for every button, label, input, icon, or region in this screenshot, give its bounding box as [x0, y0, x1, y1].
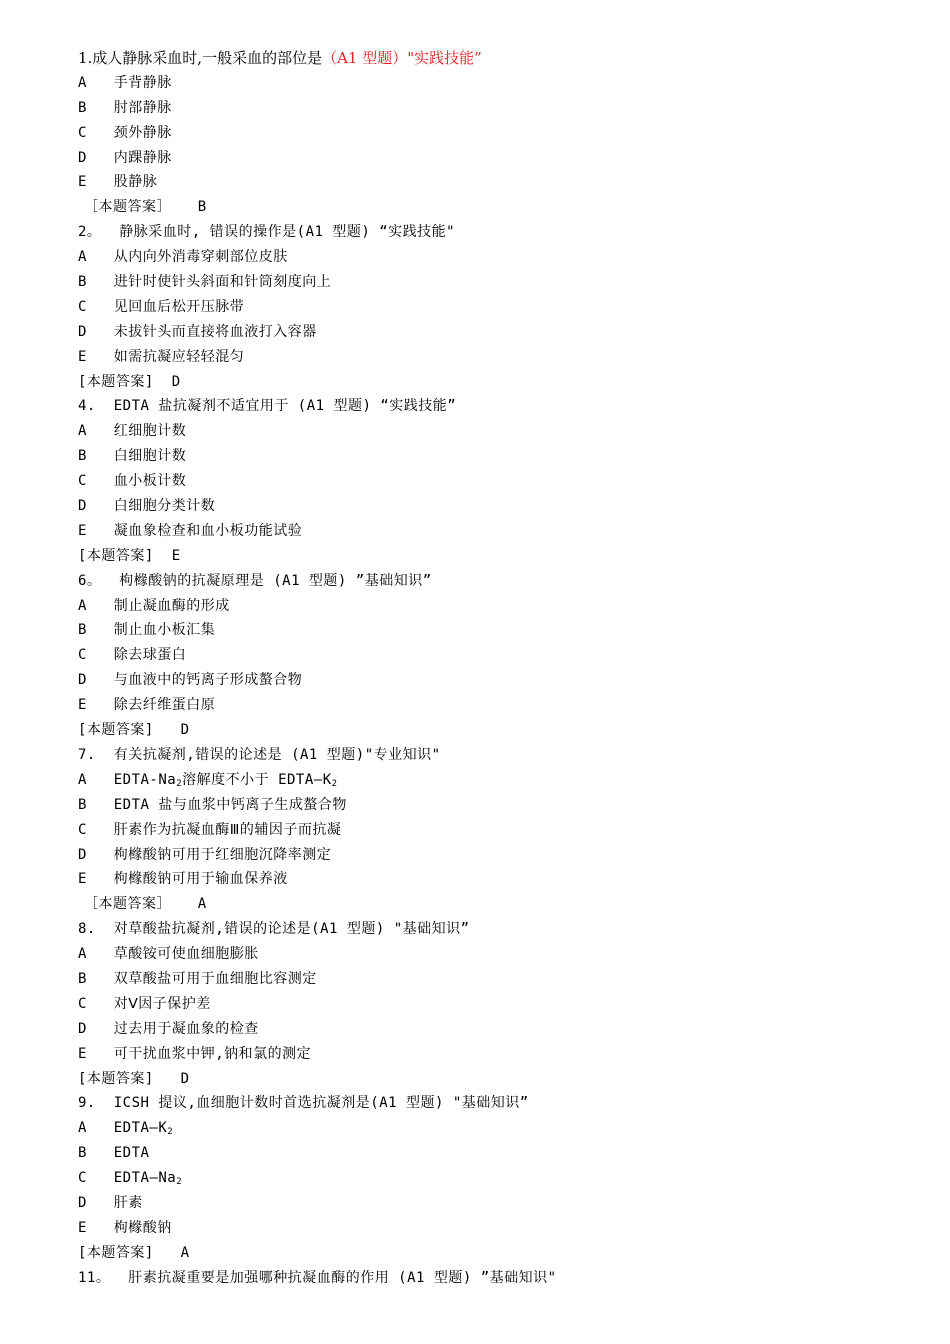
question-8-option-a: A 草酸铵可使血细胞膨胀 [78, 946, 259, 963]
question-9-answer: [本题答案] A [78, 1244, 190, 1261]
question-9-option-e: E 枸橼酸钠 [78, 1219, 172, 1236]
question-1-option-b: B 肘部静脉 [78, 99, 172, 116]
question-8: 8. 对草酸盐抗凝剂,错误的论述是(A1 型题) "基础知识” [78, 921, 470, 938]
question-4: 4. EDTA 盐抗凝剂不适宜用于 (A1 型题) “实践技能” [78, 398, 457, 415]
question-8-option-d: D 过去用于凝血象的检查 [78, 1020, 259, 1037]
question-6-option-a: A 制止凝血酶的形成 [78, 597, 230, 614]
question-2-option-a: A 从内向外消毒穿刺部位皮肤 [78, 249, 288, 266]
question-4-option-a: A 红细胞计数 [78, 423, 187, 440]
question-9-option-d: D 肝素 [78, 1194, 143, 1211]
question-1-answer: ［本题答案］ B [84, 199, 207, 216]
question-2-answer: [本题答案] D [78, 373, 181, 390]
question-7-option-c: C 肝素作为抗凝血酶Ⅲ的辅因子而抗凝 [78, 821, 342, 838]
question-6: 6。 枸橼酸钠的抗凝原理是 (A1 型题) ”基础知识” [78, 572, 432, 589]
question-1-option-a: A 手背静脉 [78, 74, 172, 91]
question-1-text: 1.成人静脉采血时,一般采血的部位是 [78, 49, 323, 67]
question-1-option-d: D 内踝静脉 [78, 149, 172, 166]
question-2-option-b: B 进针时使针头斜面和针筒刻度向上 [78, 274, 332, 291]
question-2-option-d: D 未拔针头而直接将血液打入容器 [78, 323, 317, 340]
question-7-option-b: B EDTA 盐与血浆中钙离子生成螯合物 [78, 796, 347, 813]
question-6-answer: [本题答案] D [78, 722, 190, 739]
question-7-option-a-part1: A EDTA-Na [78, 771, 177, 788]
question-8-option-b: B 双草酸盐可用于血细胞比容测定 [78, 970, 317, 987]
question-9-option-c [0, 1166, 950, 1191]
question-8-option-e: E 可干扰血浆中钾,钠和氯的测定 [78, 1045, 312, 1062]
subscript-2: 2 [176, 778, 183, 789]
question-7-option-a [0, 768, 950, 793]
question-4-option-b: B 白细胞计数 [78, 448, 187, 465]
question-4-answer: [本题答案] E [78, 547, 181, 564]
question-6-option-e: E 除去纤维蛋白原 [78, 697, 216, 714]
question-2-option-e: E 如需抗凝应轻轻混匀 [78, 348, 245, 365]
question-9: 9. ICSH 提议,血细胞计数时首选抗凝剂是(A1 型题) "基础知识” [78, 1095, 529, 1112]
question-1-option-c: C 颈外静脉 [78, 124, 172, 141]
question-4-option-e: E 凝血象检查和血小板功能试验 [78, 522, 303, 539]
question-8-answer: [本题答案] D [78, 1070, 190, 1087]
question-7: 7. 有关抗凝剂,错误的论述是 (A1 型题)"专业知识" [78, 746, 441, 763]
question-4-option-c: C 血小板计数 [78, 473, 187, 490]
question-7-option-e: E 枸橼酸钠可用于输血保养液 [78, 871, 288, 888]
question-9-option-b: B EDTA [78, 1145, 150, 1162]
question-6-option-b: B 制止血小板汇集 [78, 622, 216, 639]
question-9-option-c-text: C EDTA—Na [78, 1170, 177, 1187]
subscript-2: 2 [167, 1127, 174, 1138]
question-2-option-c: C 见回血后松开压脉带 [78, 298, 245, 315]
question-7-option-d: D 枸橼酸钠可用于红细胞沉降率测定 [78, 846, 332, 863]
question-1-option-e: E 股静脉 [78, 174, 158, 191]
question-1 [0, 46, 950, 71]
question-6-option-c: C 除去球蛋白 [78, 647, 187, 664]
question-9-option-a [0, 1116, 950, 1141]
subscript-2: 2 [331, 778, 338, 789]
question-7-answer: ［本题答案］ A [84, 896, 207, 913]
question-1-tag: （A1 型题）"实践技能” [322, 49, 482, 67]
question-7-option-a-part2: 溶解度不小于 EDTA—K [182, 771, 332, 788]
document-page [0, 46, 950, 1291]
subscript-2: 2 [176, 1177, 183, 1188]
question-6-option-d: D 与血液中的钙离子形成螯合物 [78, 672, 303, 689]
question-11: 11。 肝素抗凝重要是加强哪种抗凝血酶的作用 (A1 型题) ”基础知识" [78, 1269, 557, 1286]
question-8-option-c: C 对Ⅴ因子保护差 [78, 995, 211, 1012]
question-9-option-a-text: A EDTA—K [78, 1120, 168, 1137]
question-2: 2。 静脉采血时, 错误的操作是(A1 型题) “实践技能" [78, 224, 456, 241]
question-4-option-d: D 白细胞分类计数 [78, 498, 216, 515]
